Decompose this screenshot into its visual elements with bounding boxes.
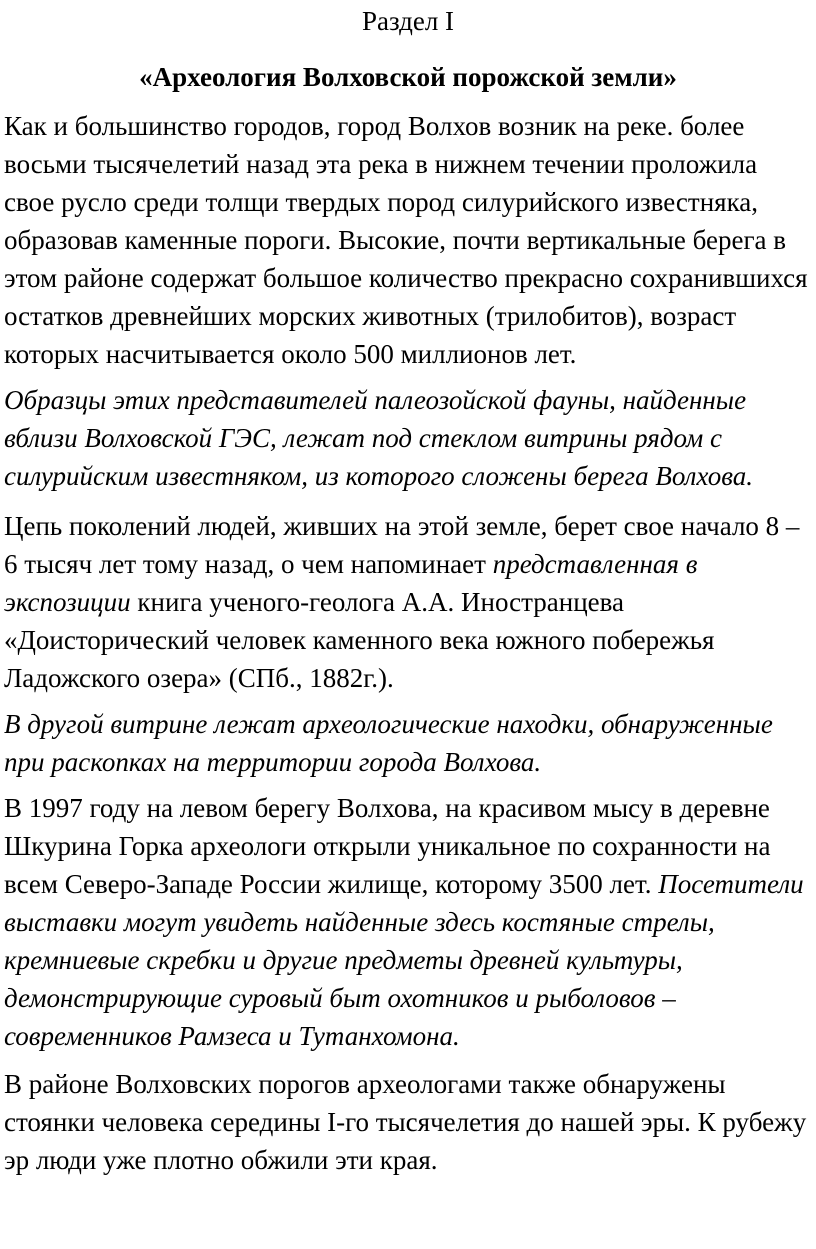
- paragraph-settlements: В районе Волховских порогов археологами также обнаружены стоянки человека середины I-го тысячелетия до нашей эры. К рубежу эр люди уже плотно обжили эти края.: [4, 1069, 807, 1175]
- section-heading: Раздел I: [361, 6, 455, 36]
- paragraph-generations: [4, 507, 812, 697]
- section-title: «Археология Волховской порожской земли»: [139, 62, 677, 92]
- paragraph-dwelling: [4, 789, 812, 1055]
- paragraph-finds-exhibit: В другой витрине лежат археологические находки, обнаруженные при раскопках на территории города Волхова.: [4, 709, 773, 777]
- paragraph-generations-text-1: Цепь поколений людей, живших на этой земле, берет свое начало 8 – 6 тысяч лет тому назад, о чем напоминает: [4, 511, 800, 579]
- paragraph-dwelling-text: В 1997 году на левом берегу Волхова, на красивом мысу в деревне Шкурина Горка археологи открыли уникальное по сохранности на всем Северо-Западе России жилище, которому 3500 лет.: [4, 793, 771, 899]
- paragraph-intro: Как и большинство городов, город Волхов возник на реке. более восьми тысячелетий назад эта река в нижнем течении проложила свое русло среди толщи твердых пород силурийского известняка, образовав каменные пороги. Высокие, почти вертикальные берега в этом районе содержат большое количество прекрасно сохранившихся остатков древнейших морских животных (трилобитов), возраст которых насчитывается около 500 миллионов лет.: [4, 111, 808, 369]
- paragraph-fauna-exhibit: Образцы этих представителей палеозойской фауны, найденные вблизи Волховской ГЭС, лежат под стеклом витрины рядом с силурийским известняком, из которого сложены берега Волхова.: [4, 385, 754, 491]
- paragraph-generations-italic: представленная в экспозиции: [4, 549, 698, 617]
- paragraph-dwelling-italic: Посетители выставки могут увидеть найденные здесь костяные стрелы, кремниевые скребки и другие предметы древней культуры, демонстрирующие суровый быт охотников и рыболовов – современников Рамзеса и Тутанхомона.: [4, 869, 804, 1051]
- paragraph-generations-text-2: книга ученого-геолога А.А. Иностранцева «Доисторический человек каменного века южного побережья Ладожского озера» (СПб., 1882г.).: [4, 587, 715, 693]
